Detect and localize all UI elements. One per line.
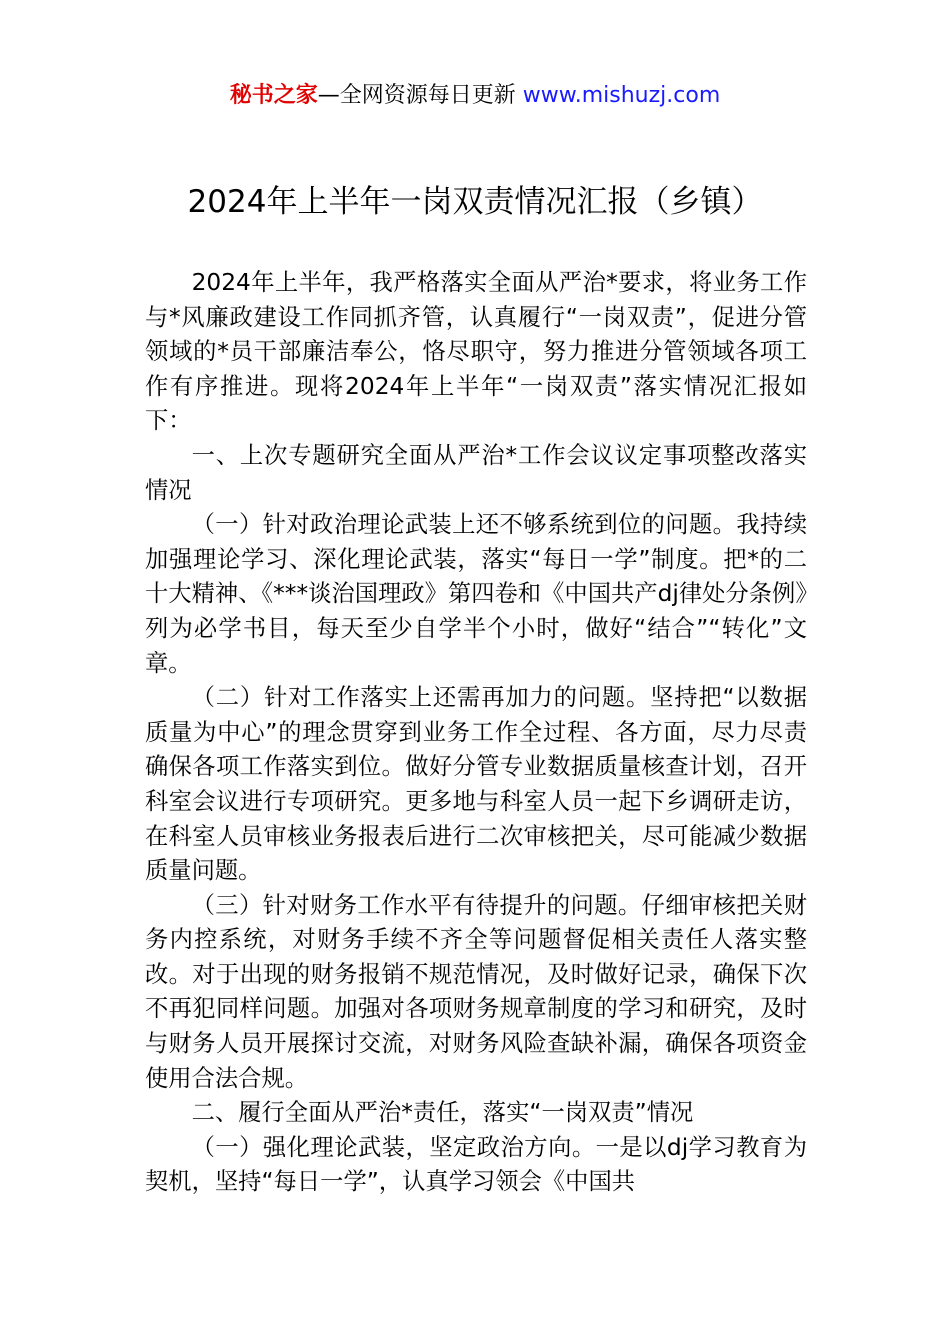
paragraph-1-3: （三）针对财务工作水平有待提升的问题。仔细审核把关财务内控系统，对财务手续不齐全等问题督促相关责任人落实整改。对于出现的财务报销不规范情况，及时做好记录，确保下次不再犯同样问题。加强对各项财务规章制度的学习和研究，及时与财务人员开展探讨交流，对财务风险查缺补漏，确保各项资金使用合法合规。 [145,891,807,1092]
paragraph-2-1: （一）强化理论武装，坚定政治方向。一是以dj学习教育为契机，坚持“每日一学”，认真学习领会《中国共 [145,1133,807,1196]
paragraph-intro: 2024年上半年，我严格落实全面从严治*要求，将业务工作与*风廉政建设工作同抓齐管，认真履行“一岗双责”，促进分管领域的*员干部廉洁奉公，恪尽职守，努力推进分管领域各项工作有序推进。现将2024年上半年“一岗双责”落实情况汇报如下： [145,269,807,435]
site-brand: 秘书之家 [229,83,318,108]
site-url-link[interactable]: www.mishuzj.com [522,83,721,108]
heading-section-1: 一、上次专题研究全面从严治*工作会议议定事项整改落实情况 [145,441,807,504]
paragraph-1-1: （一）针对政治理论武装上还不够系统到位的问题。我持续加强理论学习、深化理论武装，落实“每日一学”制度。把*的二十大精神、《***谈治国理政》第四卷和《中国共产dj律处分条例》列为必学书目，每天至少自学半个小时，做好“结合”“转化”文章。 [145,511,807,677]
document-title: 2024年上半年一岗双责情况汇报（乡镇） [187,184,763,220]
heading-section-2: 二、履行全面从严治*责任，落实“一岗双责”情况 [191,1099,694,1127]
document-body [145,266,807,1200]
site-header [0,80,950,112]
paragraph-1-2: （二）针对工作落实上还需再加力的问题。坚持把“以数据质量为中心”的理念贯穿到业务工作全过程、各方面，尽力尽责确保各项工作落实到位。做好分管专业数据质量核查计划，召开科室会议进行专项研究。更多地与科室人员一起下乡调研走访，在科室人员审核业务报表后进行二次审核把关，尽可能减少数据质量问题。 [145,684,807,885]
site-tagline: —全网资源每日更新 [317,83,523,108]
